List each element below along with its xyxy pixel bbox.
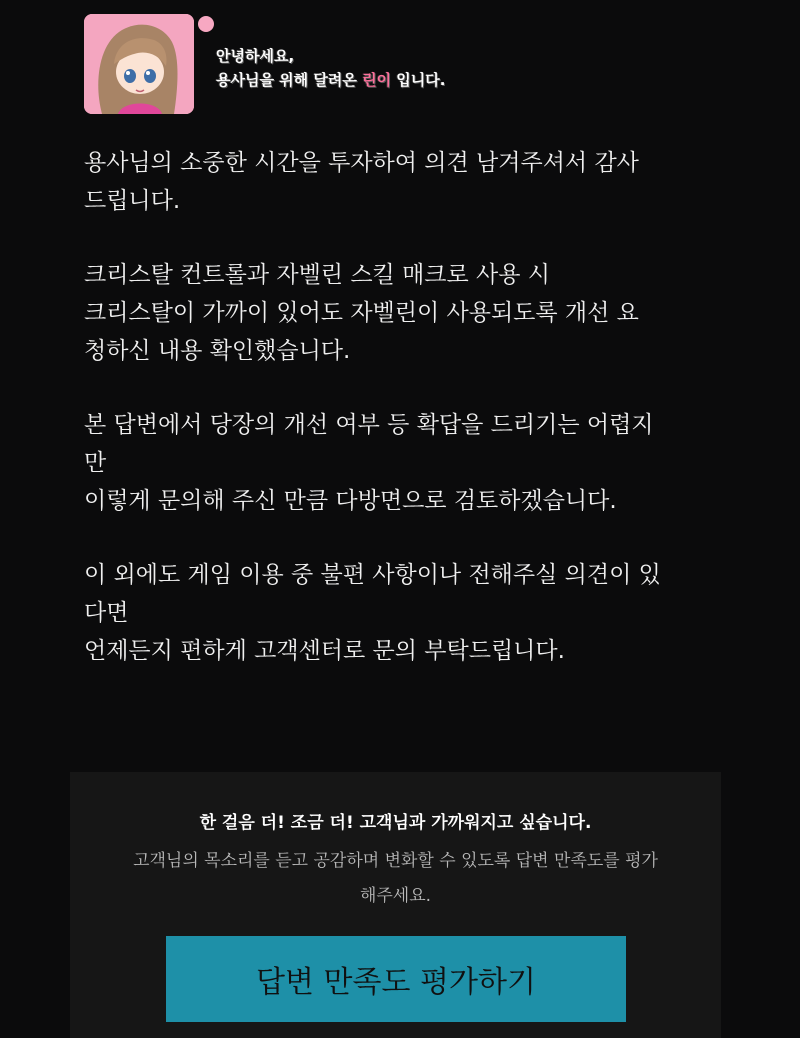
greeting-line-1: 안녕하세요, [216, 47, 295, 65]
message-line: 크리스탈이 가까이 있어도 자벨린이 사용되도록 개선 요 [84, 300, 639, 326]
message-line: 다면 [84, 600, 129, 626]
message-paragraph [84, 556, 704, 670]
message-line: 이 외에도 게임 이용 중 불편 사항이나 전해주실 의견이 있 [84, 562, 661, 588]
character-avatar-icon [84, 14, 194, 114]
message-line: 드립니다. [84, 188, 181, 214]
decorative-dot [198, 16, 214, 32]
satisfaction-rating-panel [70, 772, 721, 1038]
message-paragraph [84, 144, 704, 220]
message-line: 크리스탈 컨트롤과 자벨린 스킬 매크로 사용 시 [84, 262, 551, 288]
greeting-line-2 [216, 68, 445, 92]
message-paragraph [84, 256, 704, 370]
message-line: 이렇게 문의해 주신 만큼 다방면으로 검토하겠습니다. [84, 488, 617, 514]
rating-headline: 한 걸음 더! 조금 더! 고객님과 가까워지고 싶습니다. [199, 813, 592, 833]
greeting-banner [84, 14, 514, 116]
character-avatar [84, 14, 194, 114]
greeting-prefix: 용사님을 위해 달려온 [216, 71, 363, 89]
message-line: 청하신 내용 확인했습니다. [84, 338, 351, 364]
message-line: 본 답변에서 당장의 개선 여부 등 확답을 드리기는 어렵지 [84, 412, 654, 438]
message-line: 언제든지 편하게 고객센터로 문의 부탁드립니다. [84, 638, 565, 664]
message-line: 만 [84, 450, 107, 476]
message-line: 용사님의 소중한 시간을 투자하여 의견 남겨주셔서 감사 [84, 150, 639, 176]
rating-description-line: 고객님의 목소리를 듣고 공감하며 변화할 수 있도록 답변 만족도를 평가 [133, 851, 658, 871]
message-body [84, 144, 704, 706]
greeting-suffix: 입니다. [391, 71, 446, 89]
rate-answer-button[interactable]: 답변 만족도 평가하기 [166, 936, 626, 1022]
rating-description [70, 844, 721, 914]
rating-description-line: 해주세요. [359, 886, 432, 906]
message-paragraph [84, 406, 704, 520]
greeting-text [216, 44, 445, 92]
greeting-name: 린이 [362, 71, 392, 89]
